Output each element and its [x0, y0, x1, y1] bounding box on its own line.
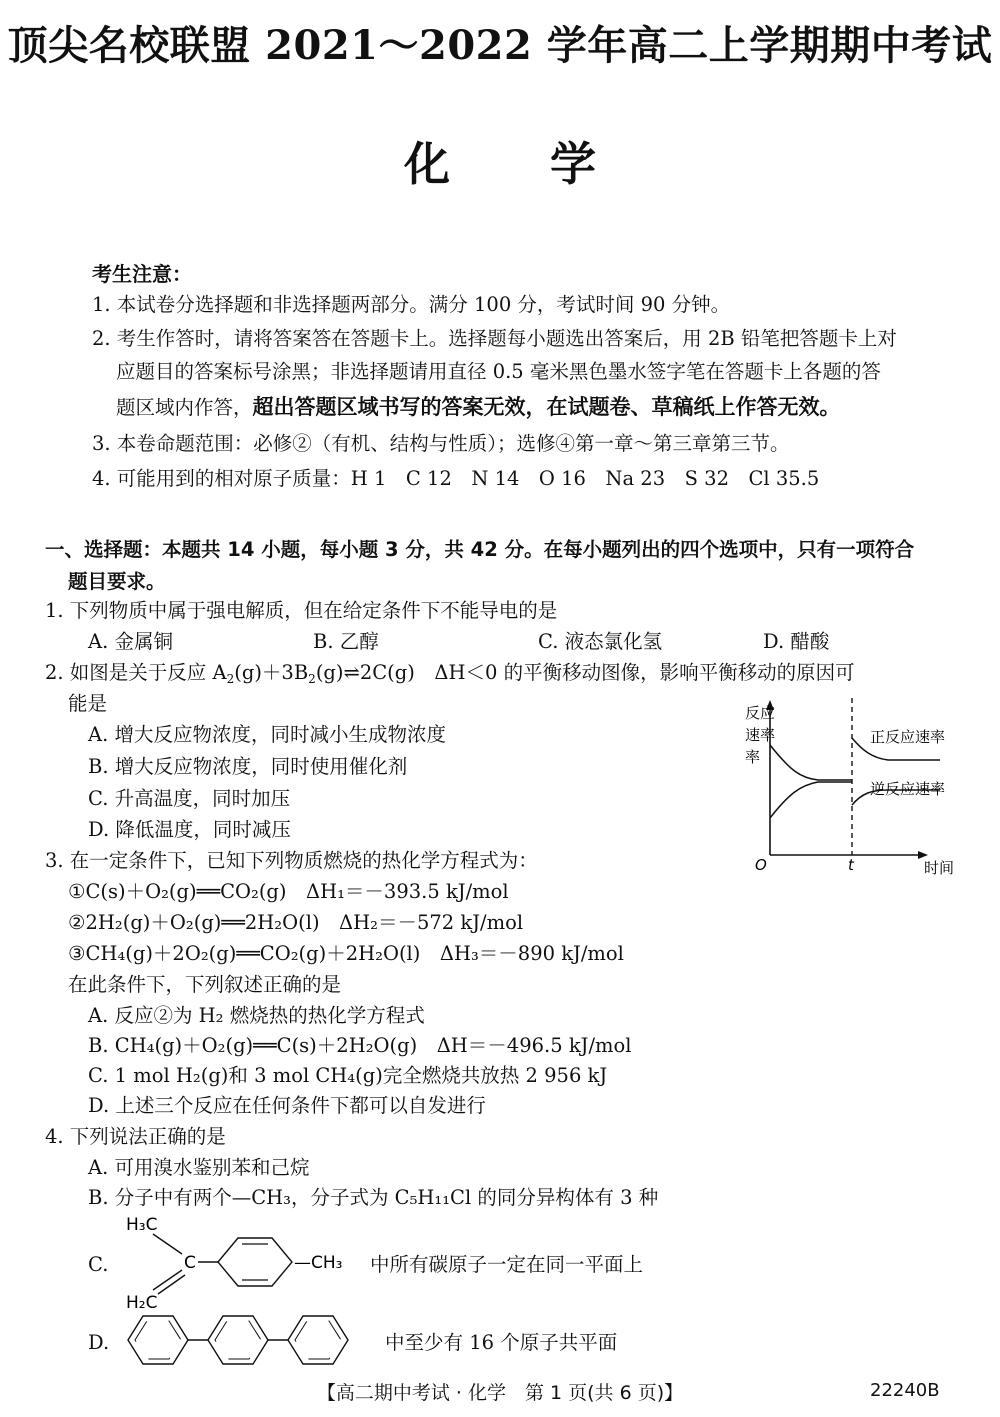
q2-stem-line2: 能是	[68, 692, 108, 715]
q3-eq2: ②2H₂(g)＋O₂(g)══2H₂O(l) ΔH₂＝－572 kJ/mol	[68, 911, 524, 934]
q4-c-c: C	[184, 1253, 196, 1273]
q1-stem: 1. 下列物质中属于强电解质，但在给定条件下不能导电的是	[45, 599, 558, 622]
paper-code: 22240B	[870, 1380, 940, 1401]
q2-stem-mid1: (g)＋3B	[234, 661, 309, 684]
q2-option-c: C. 升高温度，同时加压	[88, 787, 291, 810]
q4-option-d-label: D.	[88, 1331, 110, 1354]
q3-eq3: ③CH₄(g)＋2O₂(g)══CO₂(g)＋2H₂O(l) ΔH₃＝－890 kJ/mol	[68, 942, 624, 965]
graph-origin-label: O	[755, 856, 767, 874]
notice-item-2: 2. 考生作答时，请将答案答在答题卡上。选择题每小题选出答案后，用 2B 铅笔把答题卡上对	[92, 327, 897, 350]
q4-c-ring	[218, 1238, 292, 1286]
q2-stem-mid2: (g)⇌2C(g) ΔH＜0 的平衡移动图像，影响平衡移动的原因可	[315, 661, 855, 684]
graph-reverse-before	[770, 782, 852, 818]
q2-option-d: D. 降低温度，同时减压	[88, 818, 291, 841]
q4-c-structure	[118, 1210, 368, 1315]
graph-ylabel-1: 反应	[745, 704, 776, 722]
rate-time-graph	[740, 690, 970, 890]
q2-stem	[45, 658, 855, 694]
q4-option-c-text: 中所有碳原子一定在同一平面上	[370, 1253, 644, 1276]
exam-title: 顶尖名校联盟 2021～2022 学年高二上学期期中考试	[7, 22, 993, 69]
q4-d-ring-1-inner	[135, 1321, 181, 1359]
q4-c-h3c: H₃C	[126, 1215, 158, 1235]
q4-option-b: B. 分子中有两个—CH₃，分子式为 C₅H₁₁Cl 的同分异构体有 3 种	[88, 1186, 659, 1209]
notice-item-2-cont: 应题目的答案标号涂黑；非选择题请用直径 0.5 毫米黑色墨水签字笔在答题卡上各题的答	[116, 360, 881, 383]
q2-sub-b: 2	[308, 672, 316, 686]
graph-xlabel: 时间	[924, 859, 955, 877]
q3-option-c: C. 1 mol H₂(g)和 3 mol CH₄(g)完全燃烧共放热 2 956 kJ	[88, 1064, 608, 1087]
q1-option-c: C. 液态氯化氢	[538, 630, 663, 653]
q4-option-d-text: 中至少有 16 个原子共平面	[385, 1331, 618, 1354]
section1-heading-2: 题目要求。	[68, 570, 166, 593]
notice-warning: 超出答题区域书写的答案无效，在试题卷、草稿纸上作答无效。	[252, 395, 841, 419]
graph-forward-before	[770, 745, 852, 780]
q4-option-a: A. 可用溴水鉴别苯和己烷	[88, 1156, 310, 1179]
q3-stem: 3. 在一定条件下，已知下列物质燃烧的热化学方程式为：	[45, 849, 538, 872]
notice-item-3: 3. 本卷命题范围：必修②（有机、结构与性质）；选修④第一章～第三章第三节。	[92, 432, 790, 455]
notice-title: 考生注意：	[92, 262, 192, 286]
graph-reverse-label: 逆反应速率	[870, 780, 946, 798]
q3-eq1: ①C(s)＋O₂(g)══CO₂(g) ΔH₁＝－393.5 kJ/mol	[68, 880, 509, 903]
q4-d-ring-3-inner	[295, 1321, 341, 1359]
q4-c-h2c: H₂C	[126, 1293, 158, 1313]
q2-stem-pre: 2. 如图是关于反应 A	[45, 661, 227, 684]
q1-option-d: D. 醋酸	[763, 630, 830, 653]
graph-forward-label: 正反应速率	[870, 728, 946, 746]
q3-option-a: A. 反应②为 H₂ 燃烧热的热化学方程式	[88, 1004, 425, 1027]
section1-heading: 一、选择题：本题共 14 小题，每小题 3 分，共 42 分。在每小题列出的四个选项中，只有一项符合	[45, 538, 915, 561]
q4-d-ring-3	[288, 1316, 348, 1364]
q4-c-ch3: —CH₃	[294, 1253, 343, 1273]
notice-item-2-cont2-a: 题区域内作答，	[116, 396, 253, 419]
q4-d-ring-2-inner	[215, 1321, 261, 1359]
graph-x-arrow	[918, 851, 928, 859]
q2-sub-a: 2	[226, 672, 235, 686]
q4-c-bond-up	[153, 1234, 182, 1254]
q4-d-ring-2	[208, 1316, 268, 1364]
q4-d-ring-1	[128, 1316, 188, 1364]
notice-item-1: 1. 本试卷分选择题和非选择题两部分。满分 100 分，考试时间 90 分钟。	[92, 293, 731, 316]
subject-title: 化学	[404, 137, 696, 191]
q1-option-a: A. 金属铜	[88, 630, 173, 653]
q1-option-b: B. 乙醇	[313, 630, 379, 653]
q2-option-b: B. 增大反应物浓度，同时使用催化剂	[88, 755, 408, 778]
graph-ylabel-2: 速率	[745, 726, 776, 744]
graph-t-label: t	[848, 856, 854, 874]
q3-prompt: 在此条件下，下列叙述正确的是	[68, 973, 342, 996]
q3-option-b: B. CH₄(g)＋O₂(g)══C(s)＋2H₂O(g) ΔH＝－496.5 kJ/mol	[88, 1034, 632, 1057]
graph-ylabel-3: 率	[745, 748, 761, 766]
notice-item-4: 4. 可能用到的相对原子质量：H 1 C 12 N 14 O 16 Na 23 S 32 Cl 35.5	[92, 467, 820, 490]
q2-option-a: A. 增大反应物浓度，同时减小生成物浓度	[88, 723, 446, 746]
q4-d-structure	[120, 1308, 370, 1372]
q3-option-d: D. 上述三个反应在任何条件下都可以自发进行	[88, 1094, 486, 1117]
notice-item-2-cont2	[116, 392, 841, 423]
q4-option-c-label: C.	[88, 1253, 109, 1276]
q4-stem: 4. 下列说法正确的是	[45, 1125, 226, 1148]
page-footer: 【高二期中考试 · 化学 第 1 页(共 6 页)】	[316, 1382, 684, 1404]
